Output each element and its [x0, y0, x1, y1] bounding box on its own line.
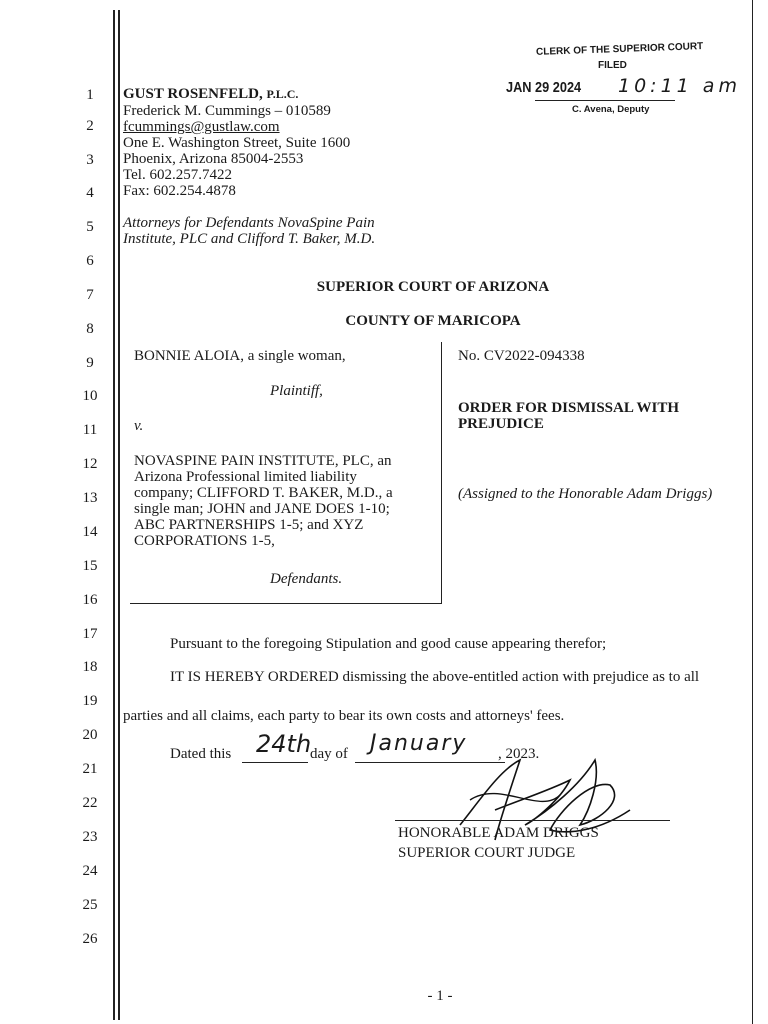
signature-rule	[395, 820, 670, 821]
stamp-time: 10:11 am	[618, 75, 741, 97]
day-blank	[242, 762, 308, 763]
line-number: 4	[86, 185, 94, 201]
line-number: 2	[86, 118, 94, 134]
stamp-date: JAN 29 2024	[506, 79, 582, 96]
order-title-line-1: ORDER FOR DISMISSAL WITH	[458, 400, 680, 416]
defendants-line-5: ABC PARTNERSHIPS 1-5; and XYZ	[134, 517, 364, 533]
order-title-line-2: PREJUDICE	[458, 416, 544, 432]
firm-fax: Fax: 602.254.4878	[123, 183, 236, 199]
line-number: 13	[82, 490, 98, 506]
attorneys-for-line-1: Attorneys for Defendants NovaSpine Pain	[123, 215, 375, 231]
firm-tel: Tel. 602.257.7422	[123, 167, 232, 183]
line-number: 19	[82, 693, 98, 709]
plaintiff-name: BONNIE ALOIA, a single woman,	[134, 348, 346, 364]
line-number: 12	[82, 456, 98, 472]
stamp-deputy: C. Avena, Deputy	[572, 104, 650, 115]
defendants-line-1: NOVASPINE PAIN INSTITUTE, PLC, an	[134, 453, 392, 469]
court-name: SUPERIOR COURT OF ARIZONA	[316, 279, 550, 295]
firm-name-text: GUST ROSENFELD,	[123, 86, 263, 102]
plaintiff-role: Plaintiff,	[270, 383, 323, 399]
line-number: 17	[82, 626, 98, 642]
dated-year: , 2023.	[498, 746, 540, 762]
court-county: COUNTY OF MARICOPA	[345, 313, 521, 329]
right-margin-rule	[752, 0, 753, 1024]
order-paragraph-2-continued: parties and all claims, each party to bear its own costs and attorneys' fees.	[123, 708, 565, 724]
line-number: 26	[82, 931, 98, 947]
firm-suffix: P.L.C.	[266, 87, 299, 101]
firm-address-2: Phoenix, Arizona 85004-2553	[123, 151, 304, 167]
line-number: 16	[82, 592, 98, 608]
dated-day-handwritten: 24th	[256, 730, 312, 758]
left-margin-rule	[113, 10, 115, 1020]
line-number: 15	[82, 558, 98, 574]
defendants-line-6: CORPORATIONS 1-5,	[134, 533, 275, 549]
line-number: 11	[82, 422, 98, 438]
page-number: - 1 -	[427, 988, 453, 1004]
firm-address-1: One E. Washington Street, Suite 1600	[123, 135, 351, 151]
left-margin-rule-double	[118, 10, 120, 1020]
judge-name: HONORABLE ADAM DRIGGS	[398, 825, 599, 841]
firm-name	[123, 86, 298, 103]
attorney-name: Frederick M. Cummings – 010589	[123, 103, 331, 119]
defendants-line-4: single man; JOHN and JANE DOES 1-10;	[134, 501, 390, 517]
line-number: 23	[82, 829, 98, 845]
line-number: 3	[86, 152, 94, 168]
case-number: No. CV2022-094338	[458, 348, 585, 364]
stamp-clerk: CLERK OF THE SUPERIOR COURT	[535, 41, 704, 58]
caption-divider	[441, 342, 442, 604]
stamp-filed: FILED	[598, 60, 627, 71]
judge-title: SUPERIOR COURT JUDGE	[398, 845, 576, 861]
line-number: 21	[82, 761, 98, 777]
line-number: 1	[86, 87, 94, 103]
line-number: 14	[82, 524, 98, 540]
line-number: 7	[86, 287, 94, 303]
defendants-line-2: Arizona Professional limited liability	[134, 469, 357, 485]
line-number: 20	[82, 727, 98, 743]
line-number: 22	[82, 795, 98, 811]
dated-month-handwritten: January	[370, 731, 468, 756]
defendants-line-3: company; CLIFFORD T. BAKER, M.D., a	[134, 485, 393, 501]
line-number: 10	[82, 388, 98, 404]
line-number: 5	[86, 219, 94, 235]
assigned-judge: (Assigned to the Honorable Adam Driggs)	[458, 486, 713, 502]
order-paragraph-1: Pursuant to the foregoing Stipulation and good cause appearing therefor;	[170, 636, 607, 652]
dated-prefix: Dated this	[170, 746, 232, 762]
line-number: 25	[82, 897, 98, 913]
attorney-email-link[interactable]: fcummings@gustlaw.com	[123, 119, 280, 135]
line-number: 8	[86, 321, 94, 337]
caption-bottom-rule	[130, 603, 442, 604]
line-number: 18	[82, 659, 98, 675]
order-paragraph-2: IT IS HEREBY ORDERED dismissing the above-entitled action with prejudice as to all	[170, 669, 700, 685]
line-number: 9	[86, 355, 94, 371]
attorneys-for-line-2: Institute, PLC and Clifford T. Baker, M.D.	[123, 231, 376, 247]
dated-day-of: day of	[310, 746, 348, 762]
versus: v.	[134, 418, 144, 434]
defendants-role: Defendants.	[270, 571, 343, 587]
stamp-rule	[535, 100, 675, 101]
line-number: 6	[86, 253, 94, 269]
line-number: 24	[82, 863, 98, 879]
